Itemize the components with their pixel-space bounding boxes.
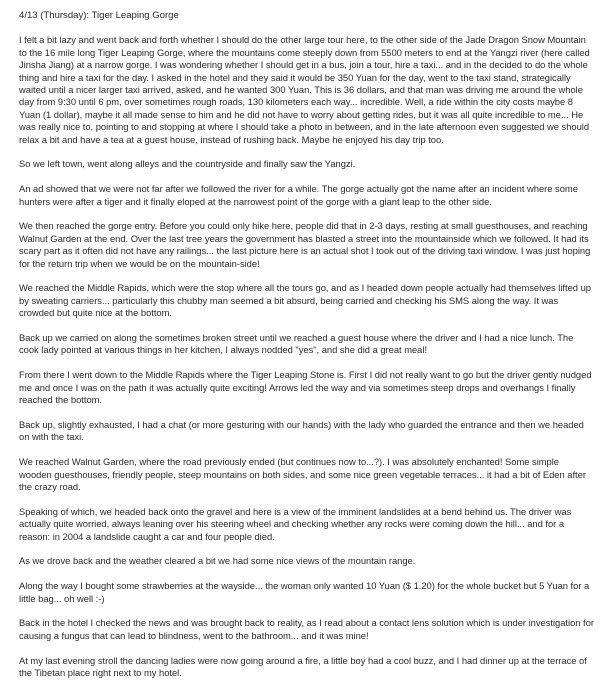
paragraph-2: So we left town, went along alleys and the countryside and finally saw the Yangzi.: [19, 158, 356, 170]
paragraph-10: Speaking of which, we headed back onto the gravel and here is a view of the imminent landslides at a bend behind us. The driver was actually quite worried, always leaning over his steering wheel and checking whether any rocks were coming down the hill... and for a reason: in 2004 a landslide caught a car and four people died.: [19, 505, 572, 542]
paragraph-13: Back in the hotel I checked the news and was brought back to reality, as I read about a contact lens solution which is under investigation for causing a fungus that can lead to blindness, went to the bathroom... and it was mine!: [19, 617, 594, 641]
paragraph-4: We then reached the gorge entry. Before you could only hike here, people did that in 2-3 days, resting at small guesthouses, and reaching Walnut Garden at the end. Over the last tree years the government has blasted a street into the mountainside which we followed. It had its scary part as it often did not have any railings... the last picture here is an actual shot I took out of the driving taxi window. I was just hoping for the return trip when we would be on the mountain-side!: [19, 220, 591, 269]
paragraph-12: Along the way I bought some strawberries at the wayside... the woman only wanted 10 Yuan ($ 1.20) for the whole bucket but 5 Yuan for a little bag... oh well :-): [19, 580, 590, 604]
paragraph-1: I felt a bit lazy and went back and forth whether I should do the other large tour here, to the other side of the Jade Dragon Snow Mountain to the 16 mile long Tiger Leaping Gorge, where the mountains come steeply down from 5500 meters to end at the Yangzi river (here called Jinsha Jiang) at a narrow gorge. I was wondering whether I should get in a bus, join a tour, hire a taxi... and in the decided to do the whole thing and hire a taxi for the day. I asked in the hotel and they said it would be 350 Yuan for the day, went to the taxi stand, strategically waited until a nicer larger taxi arrived, asked, and he wanted 300 Yuan. This is 36 dollars, and that man was driving me around the whole day from 9:30 until 6 pm, over sometimes rough roads, 130 kilometers each way... incredible. Well, a ride within the city costs maybe 8 Yuan (1 dollar), maybe it all made sense to him and he did not have to worry about getting rides, but it was all quite incredible to me... He was really nice to, pointing to and stopping at where I should take a photo in between, and in the late afternoon even suggested we should relax a bit and have a tea at a guest house, instead of rushing back. Maybe he enjoyed his day trip too.: [19, 34, 590, 145]
entry-title: 4/13 (Thursday): Tiger Leaping Gorge: [19, 10, 179, 21]
paragraph-3: An ad showed that we were not far after we followed the river for a while. The gorge actually got the name after an incident where some hunters were after a tiger and it finally eloped at the narrowest point of the gorge with a giant leap to the other side.: [19, 183, 578, 207]
paragraph-11: As we drove back and the weather cleared a bit we had some nice views of the mountain range.: [19, 555, 416, 567]
paragraph-7: From there I went down to the Middle Rapids where the Tiger Leaping Stone is. First I did not really want to go but the driver gently nudged me and once I was on the path it was actually quite exciting! Arrows led the way and via sometimes steep drops and overhangs I finally reached the bottom.: [19, 369, 592, 406]
journal-page: [19, 10, 594, 692]
paragraph-14: At my last evening stroll the dancing ladies were now going around a fire, a little boy had a cool buzz, and I had dinner up at the terrace of the Tibetan place right next to my hotel.: [19, 654, 587, 678]
paragraph-5: We reached the Middle Rapids, which were the stop where all the tours go, and as I headed down people actually had themselves lifted up by sweating carriers... particularly this chubby man seemed a bit absurd, being carried and checking his SMS along the way. It was crowded but quite nice at the bottom.: [19, 282, 591, 319]
paragraph-6: Back up we carried on along the sometimes broken street until we reached a guest house where the driver and I had a nice lunch. The cook lady pointed at various things in her kitchen, I always nodded "yes", and she did a great meal!: [19, 332, 574, 356]
paragraph-8: Back up, slightly exhausted, I had a chat (or more gesturing with our hands) with the lady who guarded the entrance and then we headed on with the taxi.: [19, 418, 584, 443]
paragraph-9: We reached Walnut Garden, where the road previously ended (but continues now to...?). I was absolutely enchanted! Some simple wooden guesthouses, friendly people, steep mountains on both sides, and some nice green vegetable terraces... it had a bit of Eden after the crazy road.: [19, 456, 586, 492]
